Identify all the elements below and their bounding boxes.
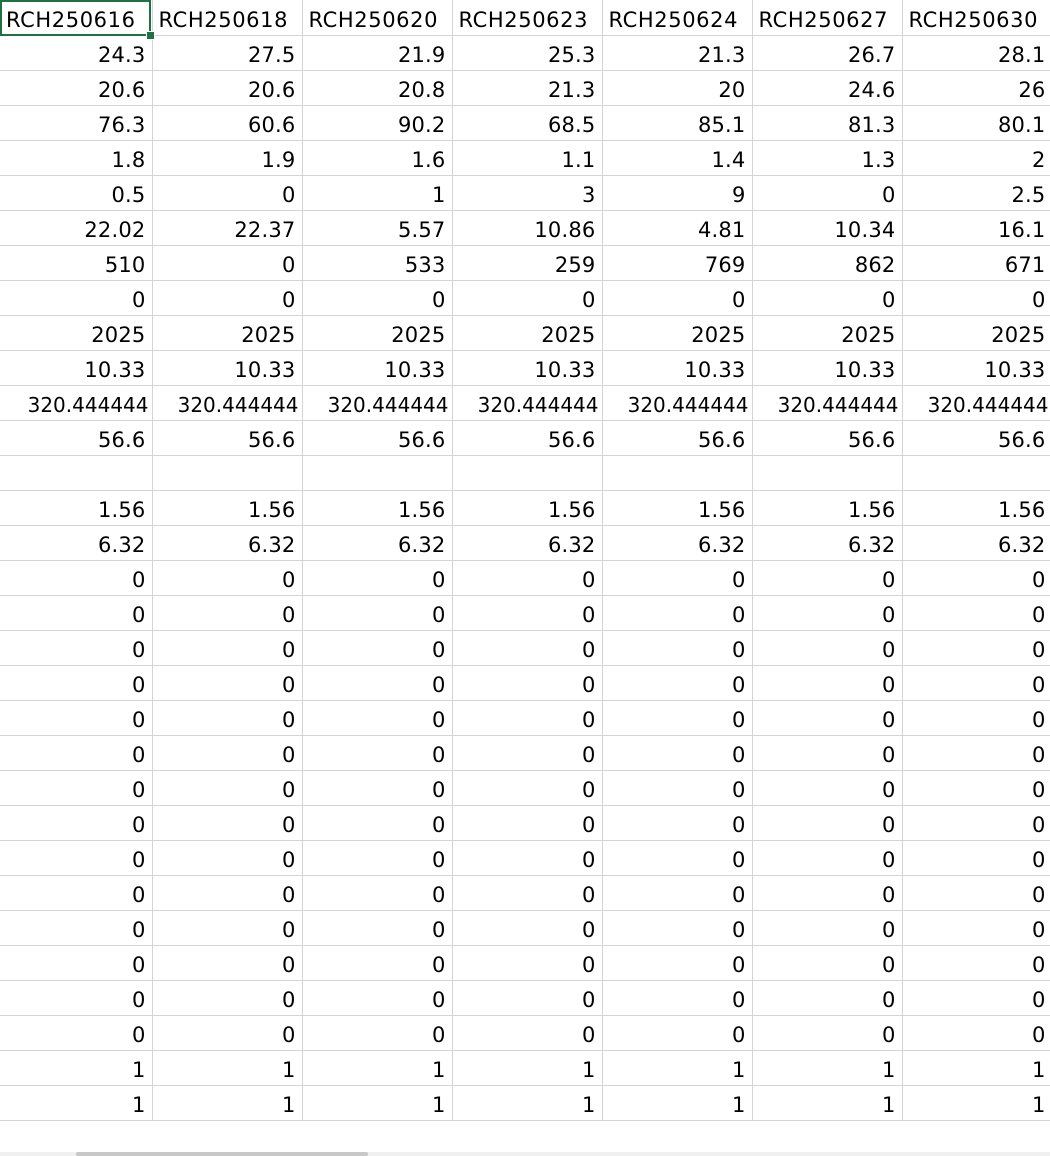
table-cell[interactable]: 0: [152, 980, 302, 1015]
table-cell[interactable]: 0: [0, 1015, 152, 1050]
table-cell[interactable]: 2.5: [902, 175, 1050, 210]
table-cell[interactable]: [452, 455, 602, 490]
table-row: [0, 1085, 1050, 1120]
table-cell[interactable]: 1.6: [302, 140, 452, 175]
table-cell[interactable]: 0: [152, 805, 302, 840]
table-cell[interactable]: 0: [452, 280, 602, 315]
table-cell[interactable]: 0: [302, 1015, 452, 1050]
table-cell[interactable]: 0: [152, 630, 302, 665]
table-cell[interactable]: 6.32: [752, 525, 902, 560]
table-cell[interactable]: 0: [902, 560, 1050, 595]
table-cell[interactable]: 1.56: [152, 490, 302, 525]
table-cell[interactable]: 6.32: [302, 525, 452, 560]
header-cell[interactable]: RCH250620: [302, 0, 452, 35]
table-cell[interactable]: 0: [152, 280, 302, 315]
table-row: [0, 595, 1050, 630]
table-cell[interactable]: 0: [302, 770, 452, 805]
table-cell[interactable]: [752, 455, 902, 490]
table-cell[interactable]: 1.3: [752, 140, 902, 175]
table-cell[interactable]: 0: [602, 805, 752, 840]
table-row: [0, 630, 1050, 665]
table-cell[interactable]: 769: [602, 245, 752, 280]
table-cell[interactable]: 320.444444: [902, 385, 1050, 420]
table-cell[interactable]: 27.5: [152, 35, 302, 70]
table-row: [0, 1050, 1050, 1085]
table-cell[interactable]: 1: [152, 1085, 302, 1120]
table-cell[interactable]: 1: [902, 1085, 1050, 1120]
table-cell[interactable]: 0: [302, 665, 452, 700]
table-cell[interactable]: 0: [452, 665, 602, 700]
table-cell[interactable]: 0: [152, 665, 302, 700]
table-cell[interactable]: 1: [0, 1085, 152, 1120]
table-row: [0, 910, 1050, 945]
table-row: [0, 875, 1050, 910]
table-cell[interactable]: 0: [602, 665, 752, 700]
table-cell[interactable]: 0: [452, 560, 602, 595]
table-cell[interactable]: 0: [902, 735, 1050, 770]
table-row: [0, 525, 1050, 560]
table-cell[interactable]: 20.6: [0, 70, 152, 105]
table-cell[interactable]: 85.1: [602, 105, 752, 140]
table-cell[interactable]: 0: [0, 980, 152, 1015]
table-cell[interactable]: 0: [302, 980, 452, 1015]
table-cell[interactable]: 1: [452, 1050, 602, 1085]
table-cell[interactable]: 0: [452, 700, 602, 735]
table-cell[interactable]: 0: [0, 840, 152, 875]
table-cell[interactable]: 26.7: [752, 35, 902, 70]
table-cell[interactable]: 0: [602, 1015, 752, 1050]
table-cell[interactable]: 0: [302, 805, 452, 840]
table-cell[interactable]: 1.1: [452, 140, 602, 175]
table-row: [0, 140, 1050, 175]
table-cell[interactable]: 1: [302, 175, 452, 210]
table-cell[interactable]: 0: [302, 735, 452, 770]
table-cell[interactable]: 0: [752, 1015, 902, 1050]
table-cell[interactable]: 1.56: [452, 490, 602, 525]
table-cell[interactable]: 0: [0, 910, 152, 945]
table-cell[interactable]: 0: [752, 630, 902, 665]
header-cell[interactable]: RCH250624: [602, 0, 752, 35]
table-cell[interactable]: 6.32: [0, 525, 152, 560]
table-cell[interactable]: 0: [452, 875, 602, 910]
table-cell[interactable]: 0: [302, 560, 452, 595]
table-cell[interactable]: 0: [602, 560, 752, 595]
table-row: [0, 70, 1050, 105]
table-cell[interactable]: 0: [602, 630, 752, 665]
table-cell[interactable]: 2: [902, 140, 1050, 175]
table-cell[interactable]: 1.56: [752, 490, 902, 525]
table-cell[interactable]: 1.4: [602, 140, 752, 175]
table-cell[interactable]: 22.02: [0, 210, 152, 245]
table-cell[interactable]: 0: [302, 595, 452, 630]
table-cell[interactable]: 0: [152, 595, 302, 630]
table-cell[interactable]: 0: [902, 630, 1050, 665]
table-cell[interactable]: 0: [302, 630, 452, 665]
table-cell[interactable]: 0: [602, 280, 752, 315]
table-cell[interactable]: 56.6: [602, 420, 752, 455]
table-cell[interactable]: 2025: [902, 315, 1050, 350]
table-cell[interactable]: 0: [902, 595, 1050, 630]
table-cell[interactable]: 0: [152, 245, 302, 280]
table-cell[interactable]: 0: [452, 910, 602, 945]
table-cell[interactable]: 1.56: [902, 490, 1050, 525]
table-cell[interactable]: 16.1: [902, 210, 1050, 245]
table-cell[interactable]: 0: [602, 700, 752, 735]
table-cell[interactable]: 10.33: [752, 350, 902, 385]
table-cell[interactable]: 1.8: [0, 140, 152, 175]
table-cell[interactable]: 0: [0, 280, 152, 315]
table-cell[interactable]: 1: [752, 1085, 902, 1120]
table-cell[interactable]: 0: [602, 770, 752, 805]
table-cell[interactable]: 81.3: [752, 105, 902, 140]
table-cell[interactable]: 0: [602, 910, 752, 945]
table-cell[interactable]: 20.6: [152, 70, 302, 105]
table-cell[interactable]: 0: [752, 805, 902, 840]
table-cell[interactable]: 2025: [302, 315, 452, 350]
table-cell[interactable]: 0: [452, 595, 602, 630]
table-cell[interactable]: 0: [452, 630, 602, 665]
table-cell[interactable]: 28.1: [902, 35, 1050, 70]
table-cell[interactable]: 10.86: [452, 210, 602, 245]
table-row: [0, 1015, 1050, 1050]
table-cell[interactable]: 68.5: [452, 105, 602, 140]
table-cell[interactable]: 21.3: [602, 35, 752, 70]
table-cell[interactable]: 0: [302, 945, 452, 980]
table-cell[interactable]: 0: [452, 840, 602, 875]
table-row: [0, 175, 1050, 210]
table-cell[interactable]: 1: [602, 1085, 752, 1120]
table-cell[interactable]: 0: [902, 700, 1050, 735]
table-cell[interactable]: 0: [452, 1015, 602, 1050]
table-cell[interactable]: 9: [602, 175, 752, 210]
table-cell[interactable]: 0: [302, 280, 452, 315]
table-cell[interactable]: 76.3: [0, 105, 152, 140]
table-cell[interactable]: 0.5: [0, 175, 152, 210]
table-cell[interactable]: [0, 455, 152, 490]
table-cell[interactable]: 1: [752, 1050, 902, 1085]
table-cell[interactable]: 56.6: [902, 420, 1050, 455]
table-cell[interactable]: 0: [302, 700, 452, 735]
table-cell[interactable]: 0: [152, 735, 302, 770]
table-cell[interactable]: 0: [302, 875, 452, 910]
table-row: [0, 455, 1050, 490]
table-row: [0, 315, 1050, 350]
table-row: [0, 420, 1050, 455]
table-cell[interactable]: 0: [602, 595, 752, 630]
table-cell[interactable]: 0: [152, 840, 302, 875]
table-cell[interactable]: 26: [902, 70, 1050, 105]
table-row: [0, 770, 1050, 805]
table-cell[interactable]: [152, 455, 302, 490]
table-row: [0, 700, 1050, 735]
table-cell[interactable]: 0: [752, 770, 902, 805]
table-cell[interactable]: 1: [302, 1085, 452, 1120]
table-cell[interactable]: 0: [602, 735, 752, 770]
table-cell[interactable]: 0: [0, 700, 152, 735]
table-cell[interactable]: 0: [452, 945, 602, 980]
table-cell[interactable]: 10.34: [752, 210, 902, 245]
table-cell[interactable]: 0: [602, 945, 752, 980]
table-cell[interactable]: 0: [0, 630, 152, 665]
table-cell[interactable]: 1.56: [602, 490, 752, 525]
table-row: [0, 560, 1050, 595]
table-cell[interactable]: 0: [0, 560, 152, 595]
table-cell[interactable]: 0: [902, 665, 1050, 700]
table-cell[interactable]: 0: [152, 770, 302, 805]
table-cell[interactable]: 0: [902, 910, 1050, 945]
table-cell[interactable]: 80.1: [902, 105, 1050, 140]
header-cell[interactable]: RCH250623: [452, 0, 602, 35]
table-cell[interactable]: 0: [602, 840, 752, 875]
table-row: [0, 980, 1050, 1015]
table-cell[interactable]: 2025: [0, 315, 152, 350]
table-cell[interactable]: 24.3: [0, 35, 152, 70]
table-cell[interactable]: 6.32: [152, 525, 302, 560]
table-cell[interactable]: 1: [0, 1050, 152, 1085]
table-cell[interactable]: 0: [752, 665, 902, 700]
table-cell[interactable]: 60.6: [152, 105, 302, 140]
table-cell[interactable]: 0: [152, 1015, 302, 1050]
table-cell[interactable]: 0: [902, 875, 1050, 910]
table-cell[interactable]: 0: [902, 945, 1050, 980]
table-row: [0, 105, 1050, 140]
table-cell[interactable]: 56.6: [752, 420, 902, 455]
table-cell[interactable]: 3: [452, 175, 602, 210]
table-cell[interactable]: 0: [752, 175, 902, 210]
table-cell[interactable]: 0: [0, 945, 152, 980]
table-cell[interactable]: 6.32: [452, 525, 602, 560]
table-cell[interactable]: 1: [902, 1050, 1050, 1085]
table-cell[interactable]: 20: [602, 70, 752, 105]
table-row: [0, 385, 1050, 420]
table-cell[interactable]: 0: [152, 175, 302, 210]
table-row: [0, 245, 1050, 280]
table-row: [0, 665, 1050, 700]
table-cell[interactable]: 0: [902, 840, 1050, 875]
table-row: [0, 490, 1050, 525]
table-row: [0, 280, 1050, 315]
header-row: [0, 0, 1050, 35]
table-row: [0, 35, 1050, 70]
table-cell[interactable]: 10.33: [152, 350, 302, 385]
table-cell[interactable]: 0: [302, 840, 452, 875]
table-cell[interactable]: 533: [302, 245, 452, 280]
table-cell[interactable]: 671: [902, 245, 1050, 280]
table-cell[interactable]: 0: [752, 560, 902, 595]
table-cell[interactable]: 6.32: [602, 525, 752, 560]
table-cell[interactable]: 0: [302, 910, 452, 945]
table-cell[interactable]: 320.444444: [152, 385, 302, 420]
table-cell[interactable]: 0: [152, 700, 302, 735]
table-cell[interactable]: 2025: [452, 315, 602, 350]
header-cell[interactable]: RCH250627: [752, 0, 902, 35]
table-cell[interactable]: 56.6: [152, 420, 302, 455]
table-cell[interactable]: 0: [902, 980, 1050, 1015]
table-cell[interactable]: 0: [752, 945, 902, 980]
table-cell[interactable]: 0: [902, 805, 1050, 840]
table-cell[interactable]: 1: [152, 1050, 302, 1085]
table-cell[interactable]: 0: [752, 280, 902, 315]
table-cell[interactable]: 56.6: [0, 420, 152, 455]
table-cell[interactable]: [602, 455, 752, 490]
table-cell[interactable]: 5.57: [302, 210, 452, 245]
table-cell[interactable]: 510: [0, 245, 152, 280]
table-cell[interactable]: 1: [452, 1085, 602, 1120]
table-cell[interactable]: 320.444444: [752, 385, 902, 420]
table-cell[interactable]: 0: [752, 980, 902, 1015]
header-cell[interactable]: RCH250616: [0, 0, 152, 35]
table-cell[interactable]: 0: [452, 735, 602, 770]
table-cell[interactable]: 0: [0, 805, 152, 840]
table-cell[interactable]: 0: [0, 875, 152, 910]
table-cell[interactable]: 2025: [152, 315, 302, 350]
table-cell[interactable]: 1.9: [152, 140, 302, 175]
table-cell[interactable]: 0: [602, 980, 752, 1015]
table-cell[interactable]: 0: [152, 875, 302, 910]
table-cell[interactable]: 0: [752, 700, 902, 735]
table-cell[interactable]: 0: [452, 770, 602, 805]
table-cell[interactable]: 862: [752, 245, 902, 280]
table-cell[interactable]: 21.3: [452, 70, 602, 105]
table-row: [0, 945, 1050, 980]
table-cell[interactable]: 1.56: [302, 490, 452, 525]
table-row: [0, 840, 1050, 875]
table-cell[interactable]: 259: [452, 245, 602, 280]
table-cell[interactable]: [302, 455, 452, 490]
table-cell[interactable]: 6.32: [902, 525, 1050, 560]
table-cell[interactable]: 0: [752, 735, 902, 770]
table-cell[interactable]: 25.3: [452, 35, 602, 70]
table-cell[interactable]: [902, 455, 1050, 490]
header-cell[interactable]: RCH250630: [902, 0, 1050, 35]
table-row: [0, 350, 1050, 385]
table-row: [0, 735, 1050, 770]
table-cell[interactable]: 0: [0, 595, 152, 630]
table-cell[interactable]: 24.6: [752, 70, 902, 105]
table-cell[interactable]: 1: [602, 1050, 752, 1085]
table-cell[interactable]: 0: [752, 910, 902, 945]
table-cell[interactable]: 0: [752, 595, 902, 630]
table-cell[interactable]: 1.56: [0, 490, 152, 525]
table-cell[interactable]: 1: [302, 1050, 452, 1085]
header-cell[interactable]: RCH250618: [152, 0, 302, 35]
table-cell[interactable]: 2025: [752, 315, 902, 350]
table-cell[interactable]: 90.2: [302, 105, 452, 140]
table-cell[interactable]: 10.33: [452, 350, 602, 385]
table-cell[interactable]: 22.37: [152, 210, 302, 245]
table-row: [0, 210, 1050, 245]
table-cell[interactable]: 10.33: [602, 350, 752, 385]
table-cell[interactable]: 0: [0, 770, 152, 805]
table-cell[interactable]: 0: [0, 665, 152, 700]
table-cell[interactable]: 0: [452, 805, 602, 840]
table-cell[interactable]: 0: [152, 945, 302, 980]
table-cell[interactable]: 320.444444: [302, 385, 452, 420]
table-cell[interactable]: 0: [452, 980, 602, 1015]
table-cell[interactable]: 0: [902, 770, 1050, 805]
table-cell[interactable]: 0: [602, 875, 752, 910]
horizontal-scrollbar-thumb[interactable]: [76, 1152, 368, 1156]
table-cell[interactable]: 10.33: [302, 350, 452, 385]
table-cell[interactable]: 56.6: [302, 420, 452, 455]
table-row: [0, 805, 1050, 840]
table-cell[interactable]: 20.8: [302, 70, 452, 105]
table-cell[interactable]: 0: [152, 560, 302, 595]
table-cell[interactable]: 56.6: [452, 420, 602, 455]
table-cell[interactable]: 0: [752, 840, 902, 875]
table-cell[interactable]: 10.33: [902, 350, 1050, 385]
table-cell[interactable]: 0: [902, 1015, 1050, 1050]
fill-handle[interactable]: [146, 31, 155, 40]
table-cell[interactable]: 320.444444: [602, 385, 752, 420]
table-cell[interactable]: 4.81: [602, 210, 752, 245]
table-cell[interactable]: 0: [902, 280, 1050, 315]
table-cell[interactable]: 0: [152, 910, 302, 945]
table-cell[interactable]: 320.444444: [452, 385, 602, 420]
table-cell[interactable]: 10.33: [0, 350, 152, 385]
table-cell[interactable]: 0: [0, 735, 152, 770]
table-cell[interactable]: 0: [752, 875, 902, 910]
table-cell[interactable]: 320.444444: [0, 385, 152, 420]
table-cell[interactable]: 2025: [602, 315, 752, 350]
table-cell[interactable]: 21.9: [302, 35, 452, 70]
